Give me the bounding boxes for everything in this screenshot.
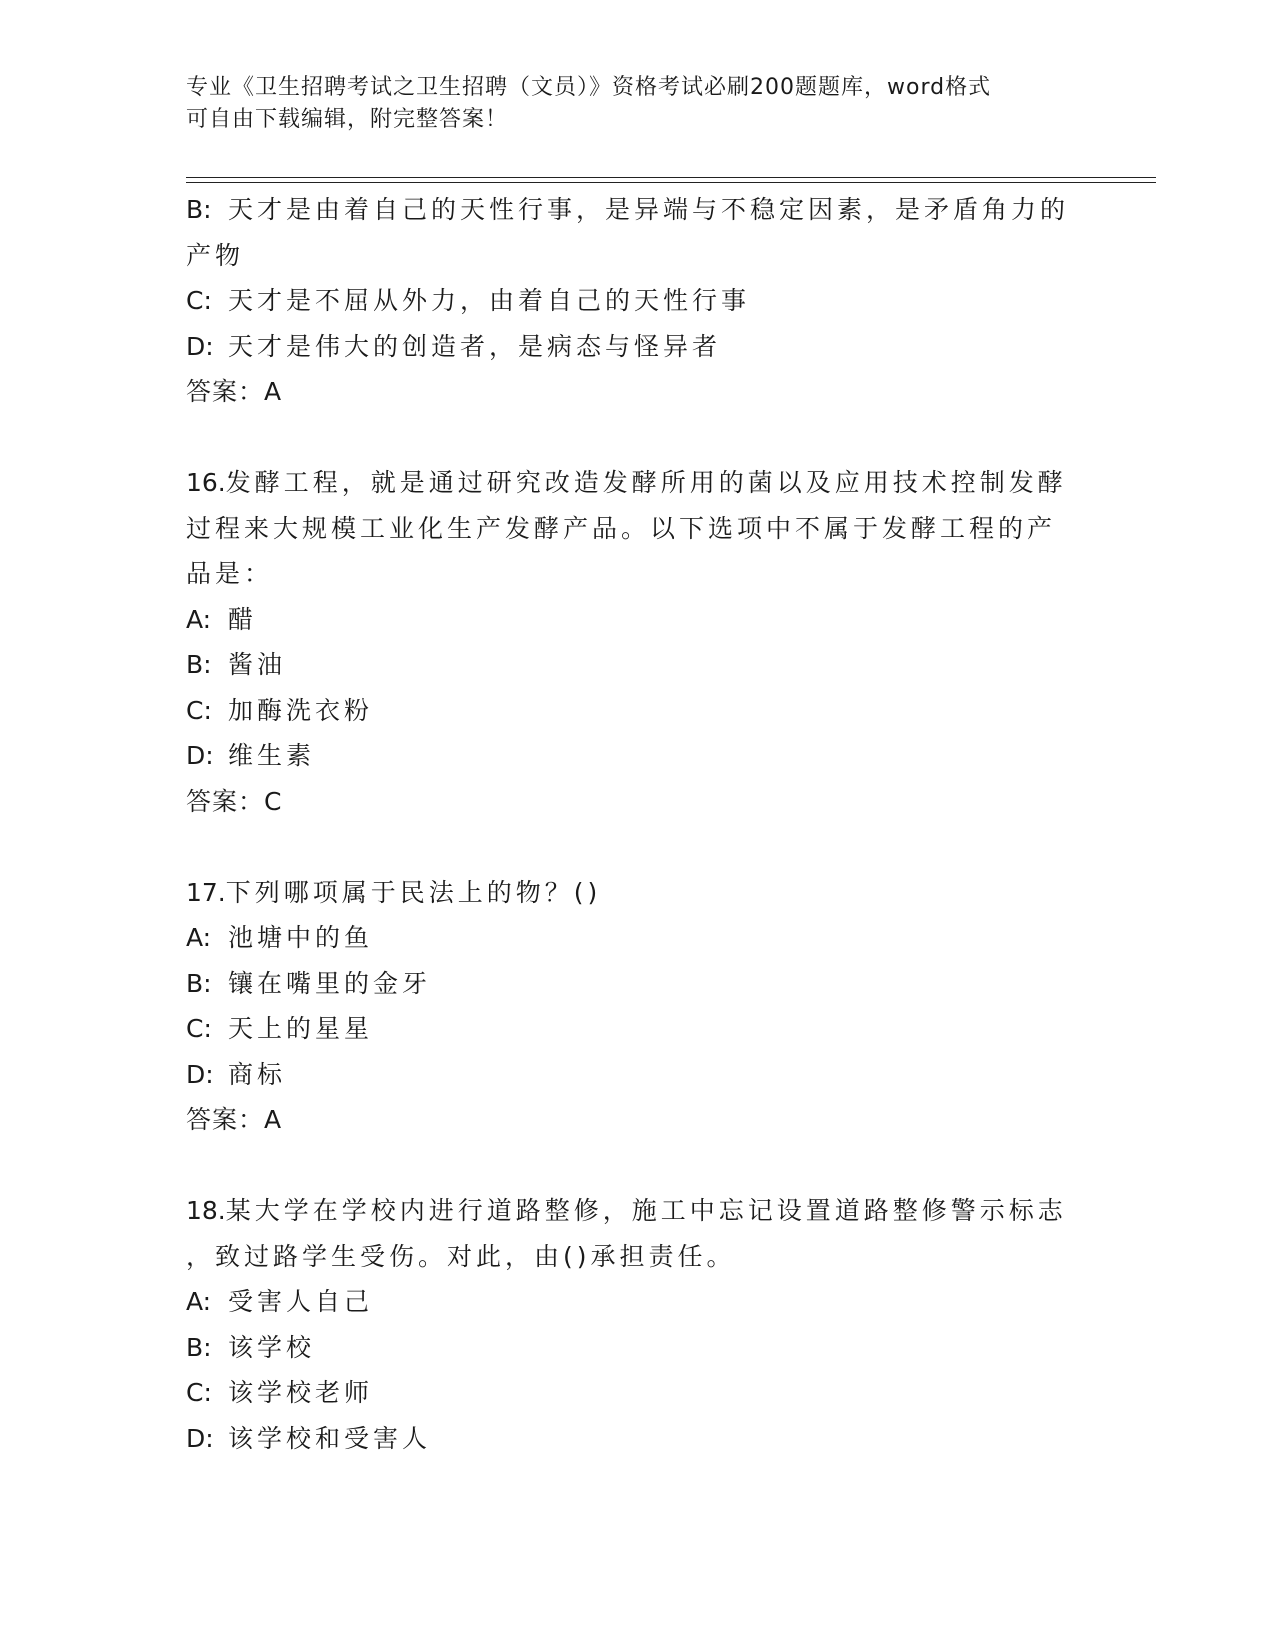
answer: 答案：A (186, 1105, 283, 1134)
question-stem (186, 460, 1066, 506)
question-stem-continued: ，致过路学生受伤。对此，由()承担责任。 (186, 1241, 736, 1271)
question-stem (186, 1188, 1066, 1234)
option-d (186, 733, 1066, 779)
option-c (186, 688, 1066, 734)
stem-text: 某大学在学校内进行道路整修，施工中忘记设置道路整修警示标志 (225, 1196, 1067, 1225)
option-letter: C: (186, 286, 212, 315)
option-text: 天上的星星 (228, 1014, 374, 1043)
stem-text: 发酵工程，就是通过研究改造发酵所用的菌以及应用技术控制发酵 (225, 468, 1067, 497)
spacer (186, 824, 1066, 870)
spacer (186, 1143, 1066, 1189)
option-letter: C: (186, 1378, 212, 1407)
option-b-continued (186, 233, 1066, 279)
option-letter: D: (186, 1423, 214, 1453)
option-letter: C: (186, 695, 212, 725)
question-15 (186, 187, 1070, 415)
answer: 答案：C (186, 786, 283, 816)
question-number: 16. (186, 468, 226, 497)
question-16 (186, 460, 1066, 824)
option-text: 产物 (186, 240, 245, 270)
option-letter: B: (186, 968, 212, 998)
option-a (186, 915, 1066, 961)
answer: 答案：A (186, 377, 283, 406)
option-a (186, 597, 1066, 643)
option-letter: D: (186, 331, 214, 361)
option-c (186, 1006, 1066, 1052)
question-number: 17. (186, 877, 226, 907)
option-text: 天才是伟大的创造者，是病态与怪异者 (228, 331, 722, 361)
option-a (186, 1279, 1066, 1325)
option-b (186, 1325, 1066, 1371)
option-text: 天才是由着自己的天性行事，是异端与不稳定因素，是矛盾角力的 (228, 195, 1070, 224)
option-c (186, 278, 1066, 324)
question-content (186, 187, 1070, 1461)
option-b (186, 642, 1066, 688)
option-text: 维生素 (228, 741, 316, 770)
option-text: 加酶洗衣粉 (228, 695, 374, 725)
question-stem (186, 870, 1066, 916)
option-text: 商标 (228, 1059, 287, 1089)
question-18 (186, 1188, 1066, 1461)
option-letter: B: (186, 1332, 212, 1362)
option-letter: C: (186, 1014, 212, 1043)
option-b (186, 187, 1070, 233)
question-number: 18. (186, 1196, 226, 1225)
option-letter: D: (186, 741, 214, 770)
stem-text: 下列哪项属于民法上的物？() (225, 877, 602, 907)
option-letter: B: (186, 195, 212, 224)
option-text: 池塘中的鱼 (228, 923, 374, 952)
option-text: 该学校 (228, 1332, 316, 1362)
header-divider-top (186, 177, 1156, 178)
option-b (186, 961, 1066, 1007)
question-stem-continued: 品是： (186, 559, 274, 588)
option-text: 醋 (228, 604, 258, 634)
header-title-line2: 可自由下载编辑，附完整答案！ (186, 107, 509, 132)
option-text: 该学校和受害人 (228, 1423, 432, 1453)
page-header (186, 72, 1066, 136)
option-letter: D: (186, 1059, 214, 1089)
option-text: 受害人自己 (228, 1287, 374, 1316)
question-stem-continued: 过程来大规模工业化生产发酵产品。以下选项中不属于发酵工程的产 (186, 513, 1057, 543)
question-17 (186, 870, 1066, 1143)
option-d (186, 1416, 1066, 1462)
header-divider-bottom (186, 182, 1156, 183)
option-letter: A: (186, 604, 212, 634)
option-text: 酱油 (228, 650, 287, 679)
option-text: 天才是不屈从外力，由着自己的天性行事 (228, 286, 751, 315)
option-letter: A: (186, 1287, 212, 1316)
option-letter: A: (186, 923, 212, 952)
spacer (186, 415, 1066, 461)
option-d (186, 1052, 1066, 1098)
option-text: 镶在嘴里的金牙 (228, 968, 432, 998)
option-text: 该学校老师 (228, 1378, 374, 1407)
header-title-line1: 专业《卫生招聘考试之卫生招聘（文员）》资格考试必刷200题题库，word格式 (186, 75, 992, 100)
option-letter: B: (186, 650, 212, 679)
option-c (186, 1370, 1066, 1416)
option-d (186, 324, 1066, 370)
